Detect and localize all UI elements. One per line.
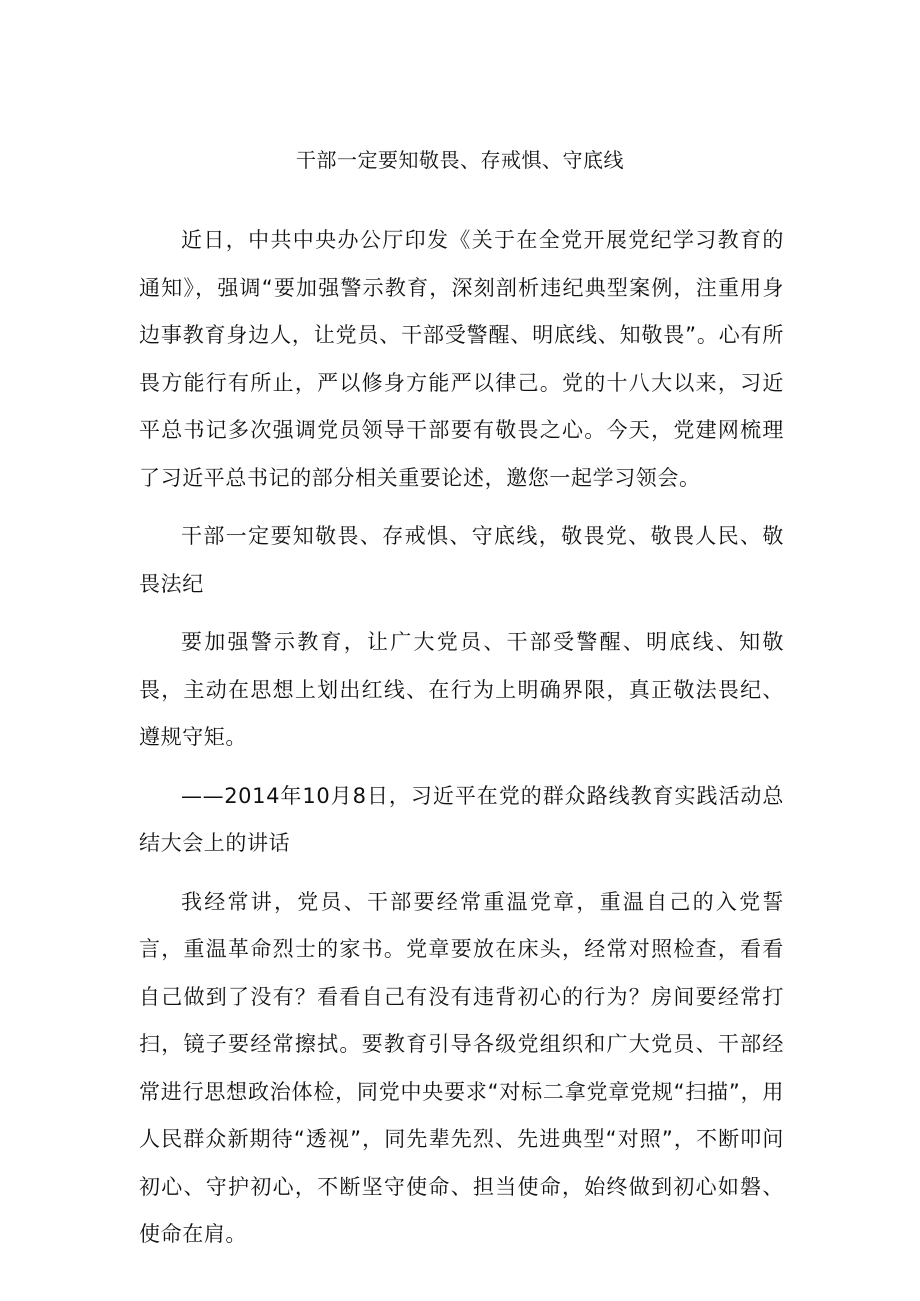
- paragraph-heading: 干部一定要知敬畏、存戒惧、守底线，敬畏党、敬畏人民、敬畏法纪: [139, 524, 784, 596]
- paragraph-source: ——2014年10月8日，习近平在党的群众路线教育实践活动总结大会上的讲话: [139, 783, 784, 855]
- paragraph-intro: 近日，中共中央办公厅印发《关于在全党开展党纪学习教育的通知》，强调“要加强警示教育，深刻剖析违纪典型案例，注重用身边事教育身边人，让党员、干部受警醒、明底线、知敬畏”。心有所畏方能行有所止，严以修身方能严以律己。党的十八大以来，习近平总书记多次强调党员领导干部要有敬畏之心。今天，党建网梳理了习近平总书记的部分相关重要论述，邀您一起学习领会。: [139, 228, 784, 490]
- paragraph-speech: 我经常讲，党员、干部要经常重温党章，重温自己的入党誓言，重温革命烈士的家书。党章要放在床头，经常对照检查，看看自己做到了没有？看看自己有没有违背初心的行为？房间要经常打扫，镜子要经常擦拭。要教育引导各级党组织和广大党员、干部经常进行思想政治体检，同党中央要求“对标二拿党章党规“扫描”，用人民群众新期待“透视”，同先辈先烈、先进典型“对照”，不断叩问初心、守护初心，不断坚守使命、担当使命，始终做到初心如磐、使命在肩。: [139, 889, 784, 1246]
- document-title: 干部一定要知敬畏、存戒惧、守底线: [296, 148, 624, 172]
- paragraph-quote: 要加强警示教育，让广大党员、干部受警醒、明底线、知敬畏，主动在思想上划出红线、在行为上明确界限，真正敬法畏纪、遵规守矩。: [139, 630, 784, 749]
- document-body: [139, 217, 784, 1270]
